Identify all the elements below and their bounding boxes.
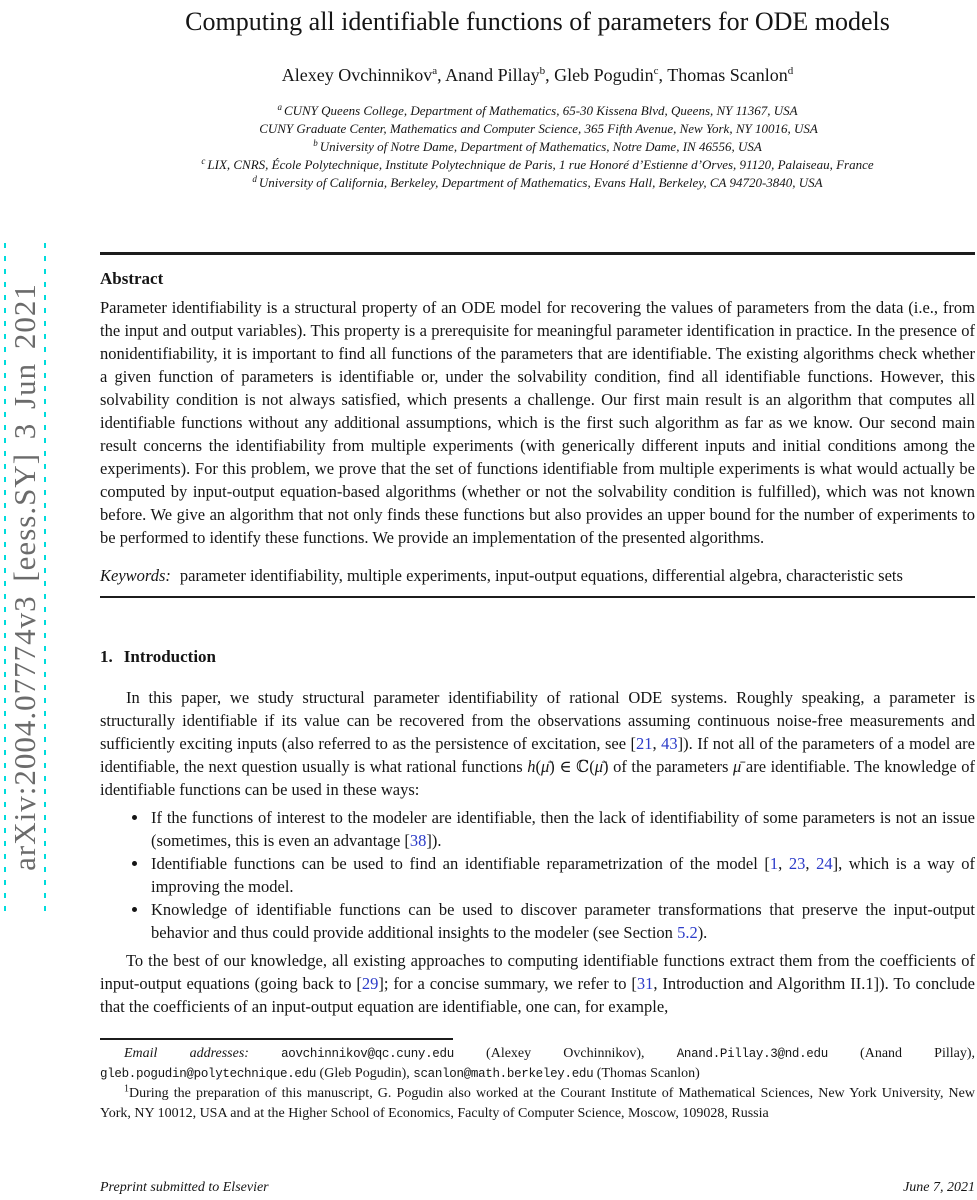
keywords-label: Keywords:	[100, 566, 171, 585]
author	[667, 65, 793, 85]
text-segment: Identifiable functions can be used to find an identifiable reparametrization of the model [	[151, 854, 770, 873]
author-line	[100, 63, 975, 87]
affil-text: University of Notre Dame, Department of Mathematics, Notre Dame, IN 46556, USA	[319, 139, 762, 154]
author-affil-mark: c	[653, 65, 659, 77]
text-segment: Email addresses:	[124, 1046, 282, 1061]
intro-bullet-list	[100, 806, 975, 944]
text-segment: aovchinnikov@qc.cuny.edu	[281, 1047, 454, 1061]
affil-mark: d	[252, 173, 257, 184]
citation-link[interactable]: 5.2	[677, 923, 698, 942]
text-segment: ).	[697, 923, 708, 942]
author-separator: ,	[658, 65, 668, 85]
horizontal-rule-bottom	[100, 596, 975, 598]
citation-link[interactable]: 24	[816, 854, 833, 873]
citation-link[interactable]: 23	[788, 854, 806, 873]
text-segment: μ̄	[594, 757, 604, 776]
citation-link[interactable]: 29	[361, 974, 379, 993]
author-name: Anand Pillay	[445, 65, 540, 85]
intro-paragraph-1	[100, 686, 975, 801]
keywords-line	[100, 564, 975, 587]
text-segment: (Thomas Scanlon)	[593, 1066, 700, 1081]
affil-text: CUNY Graduate Center, Mathematics and Computer Science, 365 Fifth Avenue, New York, NY 10016, USA	[259, 121, 818, 136]
text-segment: (Alexey Ovchinnikov),	[453, 1046, 677, 1061]
text-segment: ]).	[426, 831, 442, 850]
affiliation-line	[100, 138, 975, 156]
text-segment: are identifiable. The knowledge of identifiable functions can be used in these ways:	[100, 757, 975, 799]
text-segment: ) ∈ ℂ(	[549, 757, 595, 776]
affiliation-line	[100, 120, 975, 138]
text-segment: (Gleb Pogudin),	[316, 1066, 414, 1081]
text-segment: h	[527, 757, 536, 776]
horizontal-rule-top	[100, 252, 975, 255]
citation-link[interactable]: 31	[636, 974, 654, 993]
text-segment: ], which is a way of improving the model.	[151, 854, 976, 896]
abstract-section	[100, 269, 975, 587]
list-item	[149, 806, 975, 852]
affiliations-block	[100, 102, 975, 192]
section-heading-introduction	[100, 647, 975, 667]
text-segment: (	[535, 757, 541, 776]
footnote-rule	[100, 1038, 453, 1040]
arxiv-watermark	[4, 243, 46, 911]
affiliation-line	[100, 174, 975, 192]
text-segment: 1	[124, 1083, 129, 1095]
section-number: 1.	[100, 647, 113, 666]
dashed-border-left	[4, 243, 6, 911]
citation-link[interactable]: 38	[409, 831, 427, 850]
author	[282, 65, 445, 85]
author-separator: ,	[437, 65, 446, 85]
footnotes-block	[100, 1038, 975, 1124]
footer-left: Preprint submitted to Elsevier	[100, 1180, 269, 1195]
list-item	[149, 852, 975, 898]
author	[554, 65, 667, 85]
text-segment: gleb.pogudin@polytechnique.edu	[100, 1067, 317, 1081]
text-segment: Anand.Pillay.3@nd.edu	[676, 1047, 828, 1061]
text-segment: Knowledge of identifiable functions can be used to discover parameter transformations that preserve the input-output behavior and thus could provide additional insights to the modeler (see Section	[151, 900, 975, 942]
keywords-text: parameter identifiability, multiple experiments, input-output equations, differential algebra, characteristic sets	[179, 566, 903, 585]
affil-mark: a	[277, 101, 282, 112]
footnote-emails	[100, 1044, 975, 1084]
abstract-heading: Abstract	[100, 269, 164, 288]
text-segment: ]). If not all of the parameters of a model are identifiable, the next question usually is what rational functions	[100, 734, 975, 776]
citation-link[interactable]: 43	[661, 734, 678, 753]
text-segment: ,	[778, 854, 789, 873]
affil-mark: b	[313, 137, 318, 148]
footer-right: June 7, 2021	[903, 1180, 975, 1195]
text-segment: (Anand Pillay),	[827, 1046, 976, 1061]
text-segment: , Introduction and Algorithm II.1]). To conclude that the coefficients of an input-output equation are identifiable, one can, for example,	[100, 974, 975, 1016]
author-affil-mark: b	[539, 65, 546, 77]
arxiv-id-text: arXiv:2004.07774v3 [eess.SY] 3 Jun 2021	[7, 283, 42, 871]
citation-link[interactable]: 21	[636, 734, 653, 753]
text-segment: μ̄	[733, 757, 742, 776]
affil-text: LIX, CNRS, École Polytechnique, Institute Polytechnique de Paris, 1 rue Honoré d’Estienne d’Orves, 91120, Palaiseau, France	[207, 157, 874, 172]
author	[445, 65, 554, 85]
author-name: Gleb Pogudin	[554, 65, 654, 85]
author-separator: ,	[545, 65, 555, 85]
paper-title: Computing all identifiable functions of parameters for ODE models	[185, 7, 890, 36]
text-segment: ) of the parameters	[603, 757, 734, 776]
intro-paragraph-2	[100, 949, 975, 1018]
text-segment: ]; for a concise summary, we refer to [	[378, 974, 637, 993]
affil-text: CUNY Queens College, Department of Mathematics, 65-30 Kissena Blvd, Queens, NY 11367, USA	[283, 103, 798, 118]
text-segment: During the preparation of this manuscript, G. Pogudin also worked at the Courant Institute of Mathematical Sciences, New York University, New York, NY 10012, USA and at the Higher School of Economics, Faculty of Computer Science, Moscow, 109028, Russia	[100, 1086, 975, 1121]
footnote-1	[100, 1084, 975, 1124]
page-footer	[100, 1180, 975, 1196]
text-segment: In this paper, we study structural parameter identifiability of rational ODE systems. Roughly speaking, a parameter is structurally identifiable if its value can be recovered from the observations assuming continuous noise-free measurements and sufficiently exciting inputs (also referred to as the persistence of excitation, see [	[100, 688, 975, 753]
author-name: Thomas Scanlon	[667, 65, 788, 85]
affiliation-line	[100, 156, 975, 174]
dashed-border-right	[44, 243, 46, 911]
affil-text: University of California, Berkeley, Department of Mathematics, Evans Hall, Berkeley, CA 94720-3840, USA	[258, 175, 823, 190]
text-segment: To the best of our knowledge, all existing approaches to computing identifiable functions extract them from the coefficients of input-output equations (going back to [	[100, 951, 975, 993]
text-segment: ,	[805, 854, 817, 873]
affil-mark: c	[201, 155, 206, 166]
author-name: Alexey Ovchinnikov	[281, 65, 433, 85]
citation-link[interactable]: 1	[769, 854, 779, 873]
affiliation-line	[100, 102, 975, 120]
text-segment: μ̄	[541, 757, 550, 776]
paper-content	[100, 0, 975, 1124]
text-segment: scanlon@math.berkeley.edu	[413, 1067, 594, 1081]
list-item	[149, 898, 975, 944]
text-segment: If the functions of interest to the modeler are identifiable, then the lack of identifiability of some parameters is not an issue (sometimes, this is even an advantage [	[151, 808, 975, 850]
author-affil-mark: a	[432, 65, 438, 77]
author-affil-mark: d	[787, 65, 794, 77]
abstract-text: Parameter identifiability is a structural property of an ODE model for recovering the values of parameters from the data (i.e., from the input and output variables). This property is a prerequisite for meaningful parameter identification in practice. In the presence of nonidentifiability, it is important to find all functions of the parameters that are identifiable. The existing algorithms check whether a given function of parameters is identifiable or, under the solvability condition, find all identifiable functions. However, this solvability condition is not always satisfied, which presents a challenge. Our first main result is an algorithm that computes all identifiable functions without any additional assumptions, which is the first such algorithm as far as we know. Our second main result concerns the identifiability from multiple experiments (with generically different inputs and initial conditions among the experiments). For this problem, we prove that the set of functions identifiable from multiple experiments is what would actually be computed by input-output equation-based algorithms (whether or not the solvability condition is fulfilled), which was not known before. We give an algorithm that not only finds these functions but also provides an upper bound for the number of experiments to be performed to identify these functions. We provide an implementation of the presented algorithms.	[100, 298, 975, 547]
text-segment: ,	[652, 734, 662, 753]
section-title: Introduction	[123, 647, 217, 666]
